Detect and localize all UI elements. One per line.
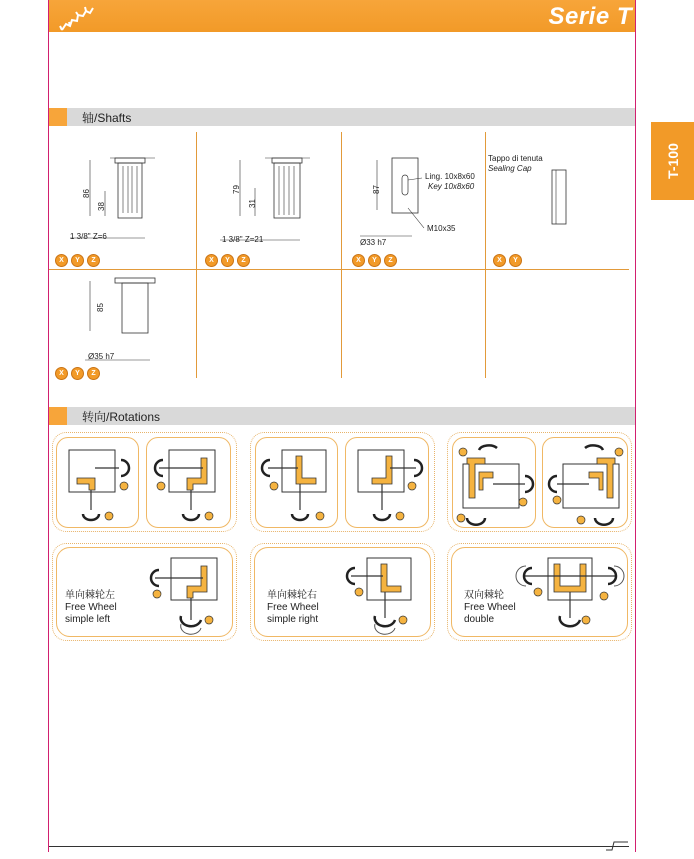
dim-height: 79 <box>232 185 241 194</box>
rotation-card <box>452 437 536 528</box>
cap-label-en: Sealing Cap <box>488 164 532 173</box>
grid-divider <box>196 132 197 378</box>
badge-y: Y <box>368 254 381 267</box>
freewheel-label-en2: simple right <box>267 614 319 625</box>
grid-divider <box>485 132 486 378</box>
gearbox-rotation-icon <box>543 438 629 529</box>
freewheel-label-cn: 单向棘轮左 <box>65 590 115 601</box>
freewheel-card-double <box>451 547 628 637</box>
freewheel-label-en2: simple left <box>65 614 111 625</box>
badge-x: X <box>55 367 68 380</box>
corner-mark-icon <box>604 838 630 852</box>
dim-height: 86 <box>82 189 91 198</box>
badge-x: X <box>352 254 365 267</box>
freewheel-label-cn: 双向棘轮 <box>464 590 504 601</box>
badge-y: Y <box>509 254 522 267</box>
dim-key-it: Ling. 10x8x60 <box>425 172 475 181</box>
freewheel-label-cn: 单向棘轮右 <box>267 590 317 601</box>
cap-label-it: Tappo di tenuta <box>488 154 543 163</box>
grid-divider <box>341 132 342 378</box>
gearbox-rotation-icon <box>147 438 232 529</box>
grid-divider <box>49 269 629 270</box>
freewheel-label-en1: Free Wheel <box>65 602 117 613</box>
footer-line <box>49 846 629 847</box>
badge-y: Y <box>221 254 234 267</box>
freewheel-label-en2: double <box>464 614 495 625</box>
side-tab[interactable] <box>651 122 694 200</box>
badge-z: Z <box>237 254 250 267</box>
dim-spec: 1 3/8" Z=21 <box>222 235 264 244</box>
freewheel-label-en1: Free Wheel <box>464 602 516 613</box>
badge-x: X <box>205 254 218 267</box>
dim-inner: 38 <box>97 202 106 211</box>
gearbox-rotation-icon <box>57 438 140 529</box>
dim-spec: Ø35 h7 <box>88 352 115 361</box>
badge-y: Y <box>71 367 84 380</box>
rotation-card <box>345 437 429 528</box>
dim-height: 85 <box>96 303 105 312</box>
freewheel-label-en1: Free Wheel <box>267 602 319 613</box>
rotation-card <box>146 437 231 528</box>
badge-z: Z <box>384 254 397 267</box>
gearbox-rotation-icon <box>256 438 339 529</box>
badge-z: Z <box>87 254 100 267</box>
section-bar-shafts <box>49 108 635 126</box>
sealing-cap-drawing <box>550 168 570 228</box>
freewheel-right-icon <box>341 552 426 634</box>
shaft-drawing-plain <box>60 276 190 371</box>
rotation-card <box>255 437 338 528</box>
section-title-rotations: 转向/Rotations <box>82 410 161 424</box>
badge-x: X <box>55 254 68 267</box>
page-border <box>48 0 636 852</box>
gearbox-rotation-icon <box>453 438 537 529</box>
rotation-card <box>542 437 628 528</box>
shaft-drawing-keyed <box>352 150 477 250</box>
dim-spec: 1 3/8" Z=6 <box>70 232 107 241</box>
dim-thread: M10x35 <box>427 224 456 233</box>
shaft-drawing-splined <box>210 148 335 248</box>
freewheel-double-icon <box>514 552 626 634</box>
dim-inner: 31 <box>248 199 257 208</box>
dim-height: 87 <box>372 185 381 194</box>
rotation-card <box>56 437 139 528</box>
freewheel-card-right <box>254 547 431 637</box>
section-bar-rotations <box>49 407 635 425</box>
side-tab-label: T-100 <box>664 143 681 179</box>
series-title: Serie T <box>548 3 632 30</box>
section-title-shafts: 轴/Shafts <box>82 111 132 125</box>
section-accent <box>49 407 67 425</box>
section-accent <box>49 108 67 126</box>
dim-spec: Ø33 h7 <box>360 238 387 247</box>
badge-y: Y <box>71 254 84 267</box>
header-bar <box>49 0 635 32</box>
badge-z: Z <box>87 367 100 380</box>
gear-logo-icon <box>58 2 98 32</box>
dim-key-en: Key 10x8x60 <box>428 182 475 191</box>
badge-x: X <box>493 254 506 267</box>
freewheel-card-left <box>56 547 233 637</box>
freewheel-left-icon <box>145 552 230 634</box>
gearbox-rotation-icon <box>346 438 430 529</box>
